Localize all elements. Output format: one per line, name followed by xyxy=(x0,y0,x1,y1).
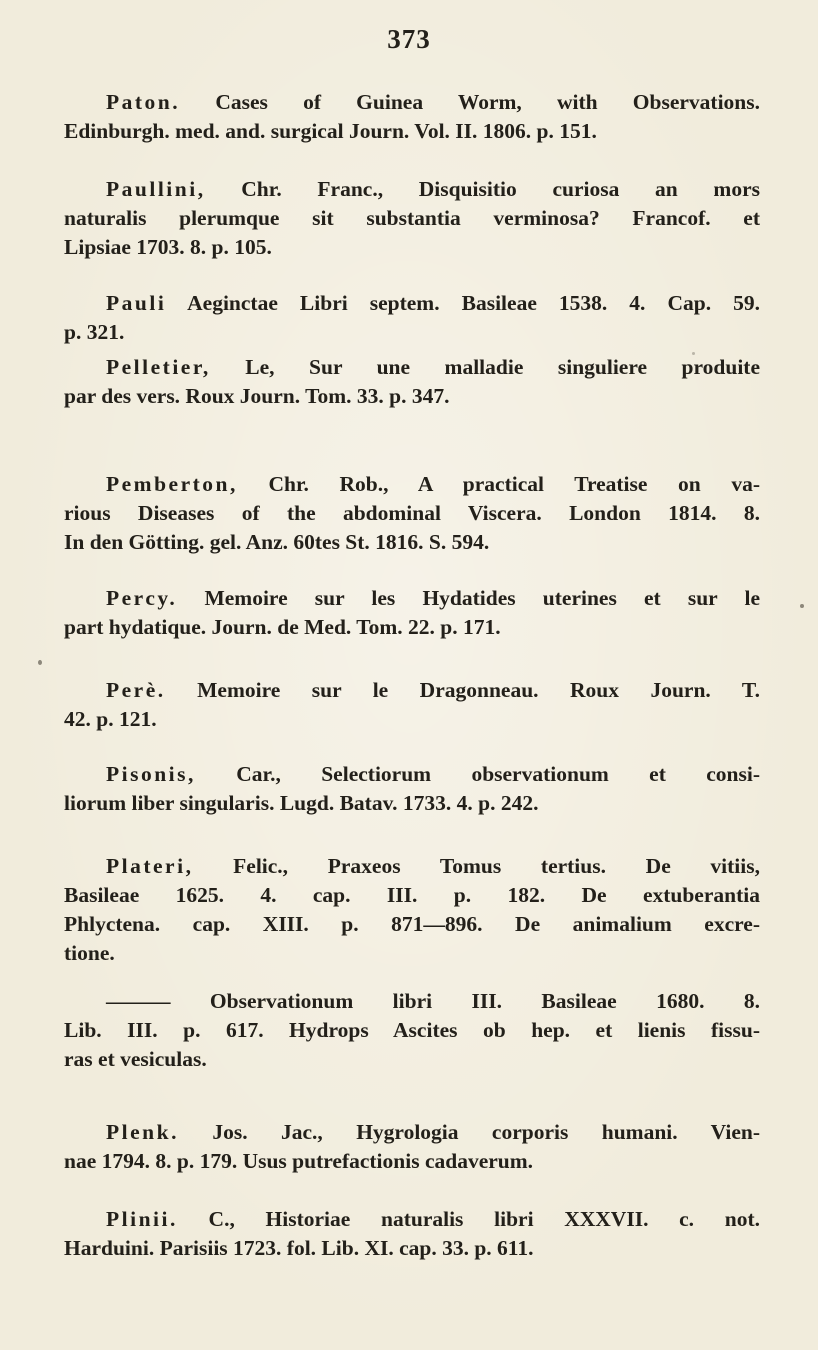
entry-line xyxy=(64,584,760,613)
page-number: 373 xyxy=(387,24,431,54)
entry-line xyxy=(64,318,760,347)
entry-text: p. 321. xyxy=(64,320,125,344)
entry-author: Percy. xyxy=(106,586,178,610)
bibliography-entry xyxy=(64,175,760,262)
entry-text: Cases of Guinea Worm, with Observations. xyxy=(180,90,760,114)
ink-speck xyxy=(38,660,42,665)
bibliography-entry xyxy=(64,353,760,411)
entry-line xyxy=(64,353,760,382)
entry-author: Pelletier, xyxy=(106,355,211,379)
entry-author: Perè. xyxy=(106,678,166,702)
entry-text: Lib. III. p. 617. Hydrops Ascites ob hep. et lienis fissu- xyxy=(64,1018,760,1042)
entry-text: Harduini. Parisiis 1723. fol. Lib. XI. cap. 33. p. 611. xyxy=(64,1236,534,1260)
entry-text: rious Diseases of the abdominal Viscera. London 1814. 8. xyxy=(64,501,760,525)
bibliography-entry xyxy=(64,987,760,1074)
entry-text: liorum liber singularis. Lugd. Batav. 1733. 4. p. 242. xyxy=(64,791,539,815)
entry-author: Paton. xyxy=(106,90,181,114)
entry-text: nae 1794. 8. p. 179. Usus putrefactionis cadaverum. xyxy=(64,1149,534,1173)
ink-speck xyxy=(692,352,695,355)
entry-line xyxy=(64,1016,760,1045)
entry-text: 42. p. 121. xyxy=(64,707,157,731)
entry-line xyxy=(64,528,760,557)
entry-line xyxy=(64,499,760,528)
entry-text: Chr. Rob., A practical Treatise on va- xyxy=(237,472,760,496)
entry-author: Paullini, xyxy=(106,177,206,201)
entry-line xyxy=(64,987,760,1016)
entry-text: Edinburgh. med. and. surgical Journ. Vol. II. 1806. p. 151. xyxy=(64,119,597,143)
entry-line xyxy=(64,1234,760,1263)
bibliography-entry xyxy=(64,1205,760,1263)
entry-line xyxy=(64,204,760,233)
entry-text: tione. xyxy=(64,941,115,965)
ink-speck xyxy=(800,604,804,608)
entry-line xyxy=(64,1118,760,1147)
entry-author: Pauli xyxy=(106,291,167,315)
entry-line xyxy=(64,939,760,968)
bibliography-entry xyxy=(64,470,760,557)
entry-text: Le, Sur une malladie singuliere produite xyxy=(210,355,760,379)
entry-line xyxy=(64,289,760,318)
entry-line xyxy=(64,88,760,117)
entry-line xyxy=(64,910,760,939)
entry-author: Pisonis, xyxy=(106,762,196,786)
entry-text: Memoire sur les Hydatides uterines et sur le xyxy=(177,586,760,610)
entry-text: naturalis plerumque sit substantia verminosa? Francof. et xyxy=(64,206,760,230)
bibliography-entry xyxy=(64,676,760,734)
entry-author: Plinii. xyxy=(106,1207,178,1231)
bibliography-entry xyxy=(64,88,760,146)
entry-text: ——— Observationum libri III. Basileae 1680. 8. xyxy=(106,989,760,1013)
entry-line xyxy=(64,676,760,705)
entry-text: Jos. Jac., Hygrologia corporis humani. Vien- xyxy=(178,1120,760,1144)
entry-text: Car., Selectiorum observationum et consi- xyxy=(195,762,760,786)
entry-text: part hydatique. Journ. de Med. Tom. 22. p. 171. xyxy=(64,615,501,639)
entry-text: Basileae 1625. 4. cap. III. p. 182. De extuberantia xyxy=(64,883,760,907)
entry-line xyxy=(64,175,760,204)
entry-line xyxy=(64,789,760,818)
entry-text: C., Historiae naturalis libri XXXVII. c. not. xyxy=(177,1207,760,1231)
entry-line xyxy=(64,1147,760,1176)
entry-text: Lipsiae 1703. 8. p. 105. xyxy=(64,235,272,259)
bibliography-entry xyxy=(64,289,760,347)
entry-text: Phlyctena. cap. XIII. p. 871—896. De animalium excre- xyxy=(64,912,760,936)
entry-line xyxy=(64,705,760,734)
entry-line xyxy=(64,117,760,146)
entry-text: Felic., Praxeos Tomus tertius. De vitiis, xyxy=(193,854,760,878)
entry-text: ras et vesiculas. xyxy=(64,1047,207,1071)
entry-line xyxy=(64,233,760,262)
entry-line xyxy=(64,760,760,789)
bibliography-entry xyxy=(64,760,760,818)
entry-text: In den Götting. gel. Anz. 60tes St. 1816. S. 594. xyxy=(64,530,490,554)
bibliography-entry xyxy=(64,584,760,642)
entry-line xyxy=(64,382,760,411)
entry-line xyxy=(64,1205,760,1234)
entry-line xyxy=(64,852,760,881)
entry-text: Chr. Franc., Disquisitio curiosa an mors xyxy=(205,177,760,201)
entry-text: Memoire sur le Dragonneau. Roux Journ. T. xyxy=(165,678,760,702)
entry-line xyxy=(64,1045,760,1074)
bibliography-entry xyxy=(64,852,760,968)
entry-text: Aeginctae Libri septem. Basileae 1538. 4. Cap. 59. xyxy=(166,291,760,315)
entry-line xyxy=(64,613,760,642)
entry-author: Plenk. xyxy=(106,1120,179,1144)
entry-line xyxy=(64,881,760,910)
entry-author: Pemberton, xyxy=(106,472,238,496)
entry-author: Plateri, xyxy=(106,854,194,878)
entry-line xyxy=(64,470,760,499)
entry-text: par des vers. Roux Journ. Tom. 33. p. 347. xyxy=(64,384,450,408)
bibliography-entry xyxy=(64,1118,760,1176)
